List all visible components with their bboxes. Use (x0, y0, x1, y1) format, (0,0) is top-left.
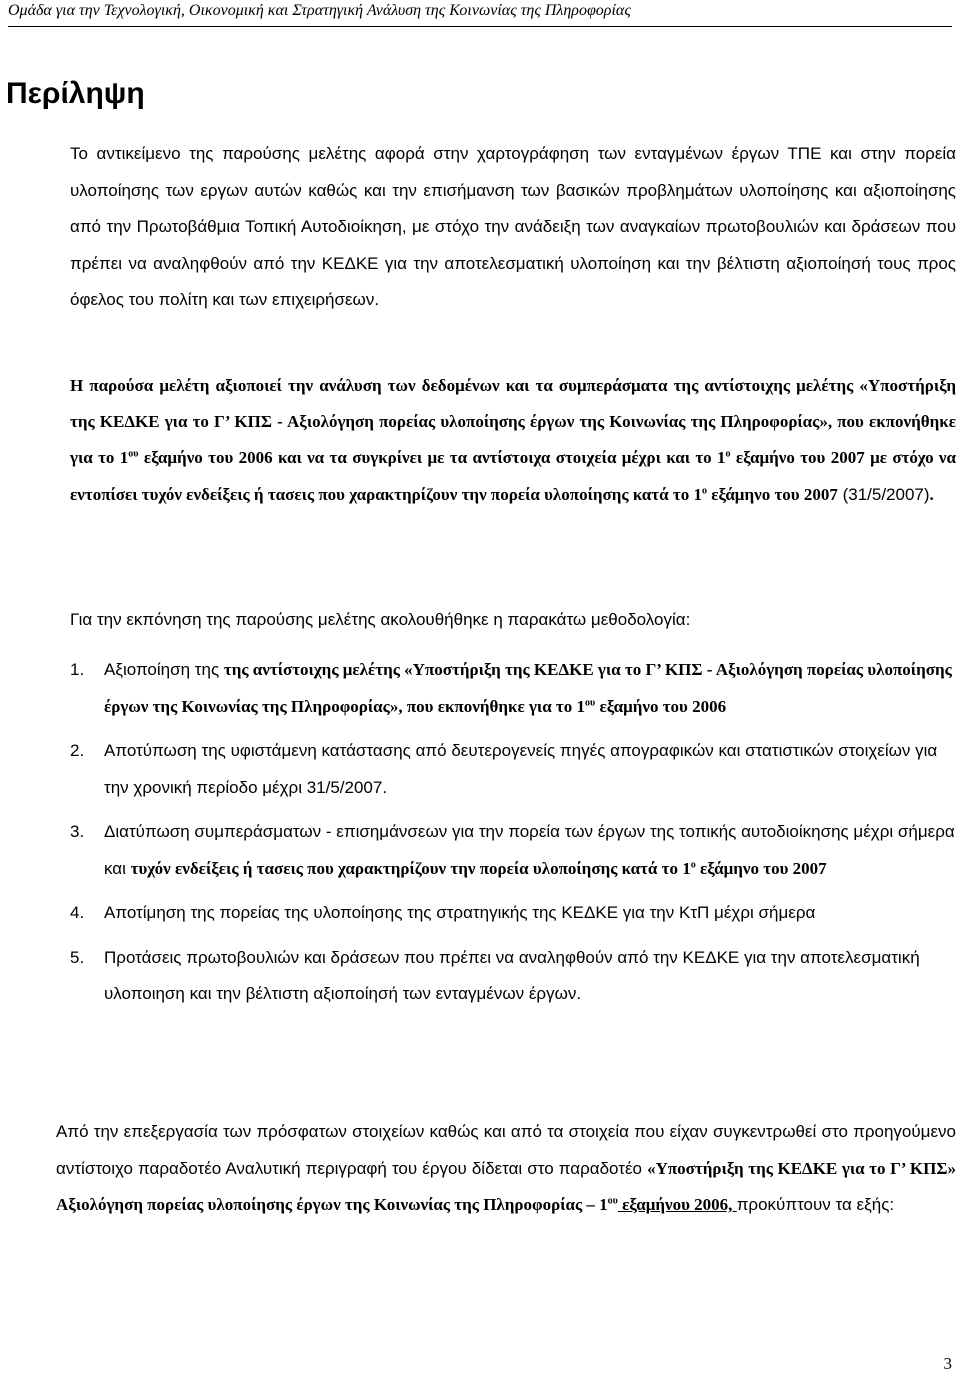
bold-paragraph-part2: εξαμήνο του 2006 και να τα συγκρίνει με τα αντίστοιχα στοιχεία μέχρι και το 1 (138, 448, 726, 468)
list-number: 4. (70, 903, 85, 922)
list-text: Αξιοποίηση της (104, 660, 224, 679)
list-number: 2. (70, 741, 85, 760)
list-item (70, 814, 956, 887)
list-bold-text: τυχόν ενδείξεις ή τασεις που χαρακτηρίζουν την πορεία υλοποίησης κατά το 1 (130, 858, 691, 878)
superscript: ο (690, 858, 696, 870)
superscript: ου (128, 448, 139, 460)
bold-paragraph-part4: εξάμηνο του 2007 (706, 484, 838, 504)
superscript: ο (725, 448, 731, 460)
running-header: Ομάδα για την Τεχνολογική, Οικονομική και Στρατηγική Ανάλυση της Κοινωνίας της Πληροφορίας (8, 0, 952, 27)
list-item (70, 940, 956, 1013)
intro-paragraph: Το αντικείμενο της παρούσης μελέτης αφορά στην χαρτογράφηση των ενταγμένων έργων ΤΠΕ και στην πορεία υλοποίησης των εργων αυτών καθώς και την επισήμανση των βασικών προβλημάτων υλοποίησης και αξιοποίησης από την Πρωτοβάθμια Τοπική Αυτοδιοίκηση, με στόχο την ανάδειξη των αναγκαίων πρωτοβουλιών και δράσεων που πρέπει να αναληφθούν από την ΚΕΔΚΕ για την αποτελεσματική υλοποίηση και την βέλτιστη αξιοποίησή τους προς όφελος του πολίτη και των επιχειρήσεων. (70, 144, 956, 309)
bold-paragraph-date: (31/5/2007) (837, 484, 930, 504)
list-number: 1. (70, 660, 85, 679)
list-text: Διατύπωση συμπεράσματων - επισημάνσεων για την πορεία των έργων της τοπικής αυτοδιοίκησης μέχρι σήμερα και (104, 822, 955, 878)
results-paragraph (56, 1114, 956, 1224)
methodology-intro: Για την εκπόνηση της παρούσης μελέτης ακολουθήθηκε η παρακάτω μεθοδολογία: (70, 610, 691, 629)
superscript: ου (607, 1195, 618, 1207)
results-bold-text: «Υποστήριξη της ΚΕΔΚΕ για το Γ’ ΚΠΣ» Αξιολόγηση πορείας υλοποίησης έργων της Κοινωνίας της Πληροφορίας – 1 (56, 1158, 956, 1214)
methodology-list (70, 652, 956, 1021)
page-number: 3 (943, 1354, 952, 1373)
list-bold-text: της αντίστοιχης μελέτης «Υποστήριξη της ΚΕΔΚΕ για το Γ’ ΚΠΣ - Αξιολόγηση πορείας υλοποίησης έργων της Κοινωνίας της Πληροφορίας», που εκπονήθηκε για το 1 (104, 660, 952, 716)
list-number: 3. (70, 822, 85, 841)
bold-paragraph-part3: εξαμήνο του 2007 με στόχο να εντοπίσει τυχόν ενδείξεις ή τασεις που χαρακτηρίζουν την πορεία υλοποίησης κατά το 1 (70, 448, 957, 504)
list-number: 5. (70, 947, 85, 967)
bold-paragraph-end: . (929, 484, 934, 504)
list-text: Αποτύπωση της υφιστάμενη κατάστασης από δευτερογενείς πηγές απογραφικών και στατιστικών στοιχείων για την χρονική περίοδο μέχρι 31/5/2007. (104, 741, 938, 797)
list-bold-text: εξαμήνο του 2006 (595, 696, 727, 716)
superscript: ου (585, 696, 596, 708)
list-text: Προτάσεις πρωτοβουλιών και δράσεων που πρέπει να αναληφθούν από την ΚΕΔΚΕ για την αποτελεσματική υλοποιηση και την βέλτιστη αξιοποίησή των ενταγμένων έργων. (104, 947, 920, 1003)
list-bold-text: εξάμηνο του 2007 (695, 858, 827, 878)
results-bold-underlined: εξαμήνου 2006, (617, 1195, 737, 1214)
list-item (70, 652, 956, 725)
list-text: Αποτίμηση της πορείας της υλοποίησης της στρατηγικής της ΚΕΔΚΕ για την ΚτΠ μέχρι σήμερα (104, 903, 816, 922)
list-item (70, 733, 956, 806)
bold-paragraph-part1: Η παρούσα μελέτη αξιοποιεί την ανάλυση των δεδομένων και τα συμπεράσματα της αντίστοιχης μελέτης «Υποστήριξη της ΚΕΔΚΕ για το Γ’ ΚΠΣ - Αξιολόγηση πορείας υλοποίησης έργων της Κοινωνίας της Πληροφορίας», που εκπονήθηκε για το 1 (70, 376, 956, 468)
results-text: Από την επεξεργασία των πρόσφατων στοιχείων καθώς και από τα στοιχεία που είχαν συγκεντρωθεί στο προηγούμενο αντίστοιχο παραδοτέο Αναλυτική περιγραφή του έργου δίδεται στο παραδοτέο (56, 1122, 956, 1178)
list-item (70, 895, 956, 932)
results-tail: προκύπτουν τα εξής: (736, 1195, 895, 1214)
superscript: ο (701, 484, 707, 496)
bold-paragraph (70, 368, 956, 513)
page-title: Περίληψη (6, 77, 145, 110)
